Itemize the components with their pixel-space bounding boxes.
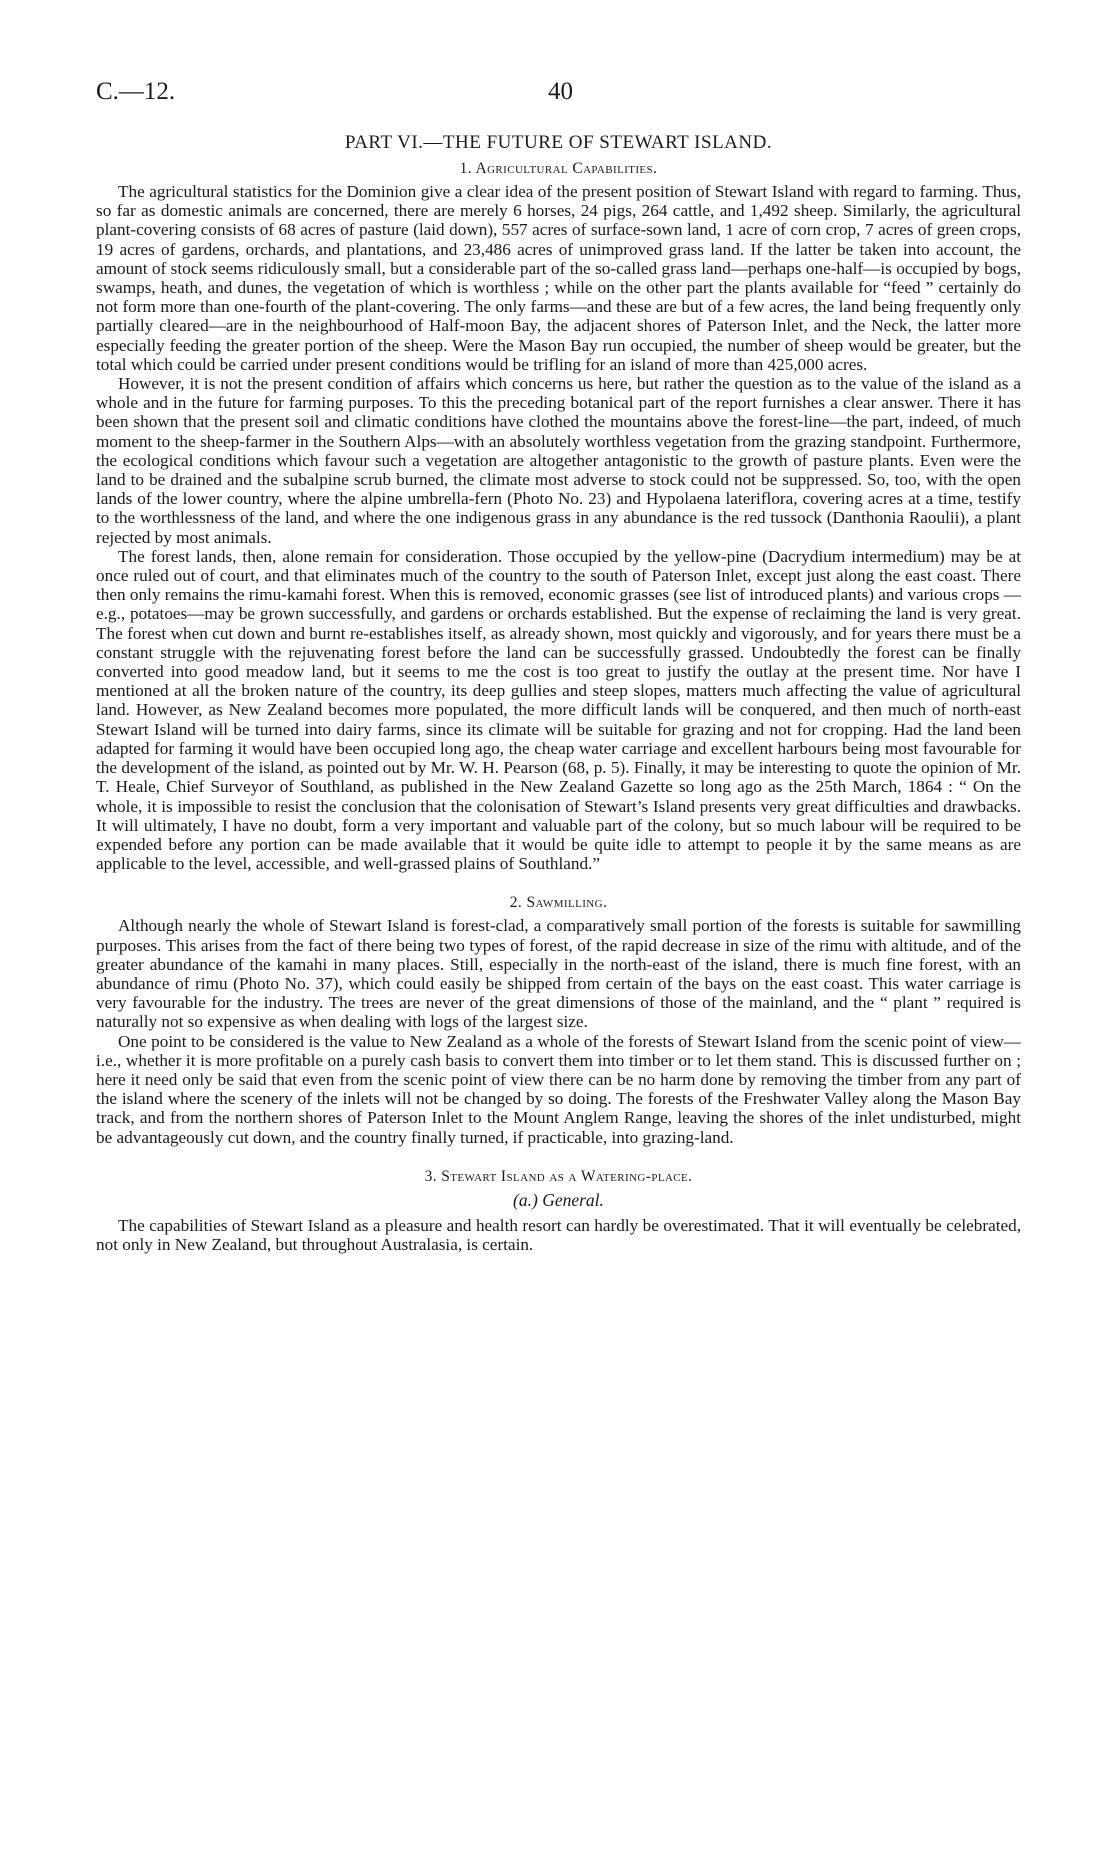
paragraph: However, it is not the present condition of affairs which concerns us here, but rather the question as to the value of the island as a whole and in the future for farming purposes. To this the preceding botanical part of the report furnishes a clear answer. There it has been shown that the present soil and climatic conditions have clothed the mountains above the forest-line—the part, indeed, of much moment to the sheep-farmer in the Southern Alps—with an absolutely worthless vegetation from the grazing standpoint. Furthermore, the ecological conditions which favour such a vegetation are altogether antagonistic to the growth of pasture plants. Even were the land to be drained and the subalpine scrub burned, the climate most adverse to stock could not be suppressed. So, too, with the open lands of the lower country, where the alpine umbrella-fern (Photo No. 23) and Hypolaena lateriflora, covering acres at a time, testify to the worthlessness of the land, and where the one indigenous grass in any abundance is the red tussock (Danthonia Raoulii), a plant rejected by most animals.	[96, 374, 1021, 547]
section-title: 2. Sawmilling.	[509, 894, 608, 912]
paragraph: The agricultural statistics for the Dominion give a clear idea of the present position of Stewart Island with regard to farming. Thus, so far as domestic animals are concerned, there are merely 6 horses, 24 pigs, 264 cattle, and 1,492 sheep. Similarly, the agricultural plant-covering consists of 68 acres of pasture (laid down), 557 acres of surface-sown land, 1 acre of corn crop, 7 acres of green crops, 19 acres of gardens, orchards, and plantations, and 23,486 acres of unimproved grass land. If the latter be taken into account, the amount of stock seems ridiculously small, but a considerable part of the so-called grass land—perhaps one-half—is occupied by bogs, swamps, heath, and dunes, the vegetation of which is worthless ; while on the other part the plants available for “feed ” certainly do not form more than one-fourth of the plant-covering. The only farms—and these are but of a few acres, the land being frequently only partially cleared—are in the neighbourhood of Half-moon Bay, the adjacent shores of Paterson Inlet, and the Neck, the latter more especially feeding the greater portion of the sheep. Were the Mason Bay run occupied, the number of sheep would be greater, but the total which could be carried under present conditions would be trifling for an island of more than 425,000 acres.	[96, 182, 1021, 374]
document-reference: C.—12.	[96, 78, 176, 105]
paragraph: Although nearly the whole of Stewart Island is forest-clad, a comparatively small portion of the forests is suitable for sawmilling purposes. This arises from the fact of there being two types of forest, of the rapid decrease in size of the rimu with altitude, and of the greater abundance of the kamahi in many places. Still, especially in the north-east of the island, there is much fine forest, with an abundance of rimu (Photo No. 37), which could easily be shipped from certain of the bays on the east coast. This water carriage is very favourable for the industry. The trees are never of the great dimensions of those of the mainland, and the “ plant ” required is naturally not so expensive as when dealing with logs of the largest size.	[96, 916, 1021, 1032]
section-title: 3. Stewart Island as a Watering-place.	[424, 1167, 693, 1185]
page-body	[96, 132, 1021, 1254]
page-header	[96, 78, 1018, 108]
section-agricultural-capabilities	[96, 159, 1021, 873]
page-number: 40	[548, 78, 573, 105]
section-watering-place	[96, 1167, 1021, 1254]
part-title: PART VI.—THE FUTURE OF STEWART ISLAND.	[344, 132, 773, 153]
section-title: 1. Agricultural Capabilities.	[459, 160, 658, 177]
section-sawmilling	[96, 893, 1021, 1146]
paragraph: One point to be considered is the value to New Zealand as a whole of the forests of Stewart Island from the scenic point of view—i.e., whether it is more profitable on a purely cash basis to convert them into timber or to let them stand. This is discussed further on ; here it need only be said that even from the scenic point of view there can be no harm done by removing the timber from any part of the island where the scenery of the inlets will not be changed by so doing. The forests of the Freshwater Valley along the Mason Bay track, and from the northern shores of Paterson Inlet to the Mount Anglem Range, leaving the shores of the inlet undisturbed, might be advantageously cut down, and the country finally turned, if practicable, into grazing-land.	[96, 1031, 1021, 1147]
subsection-title: (a.) General.	[513, 1189, 604, 1210]
paragraph: The capabilities of Stewart Island as a pleasure and health resort can hardly be overestimated. That it will eventually be celebrated, not only in New Zealand, but throughout Australasia, is certain.	[96, 1215, 1021, 1254]
paragraph: The forest lands, then, alone remain for consideration. Those occupied by the yellow-pine (Dacrydium intermedium) may be at once ruled out of court, and that eliminates much of the country to the south of Paterson Inlet, except just along the east coast. There then only remains the rimu-kamahi forest. When this is removed, economic grasses (see list of introduced plants) and various crops —e.g., potatoes—may be grown successfully, and gardens or orchards established. But the expense of reclaiming the land is very great. The forest when cut down and burnt re-establishes itself, as already shown, most quickly and vigorously, and for years there must be a constant struggle with the rejuvenating forest before the land can be successfully grassed. Undoubtedly the forest can be finally converted into good meadow land, but it seems to me the cost is too great to justify the outlay at the present time. Nor have I mentioned at all the broken nature of the country, its deep gullies and steep slopes, matters much affecting the value of agricultural land. However, as New Zealand becomes more populated, the more difficult lands will be conquered, and then much of north-east Stewart Island will be turned into dairy farms, since its climate will be suitable for grazing and not for cropping. Had the land been adapted for farming it would have been occupied long ago, the cheap water carriage and excellent harbours being most favourable for the development of the island, as pointed out by Mr. W. H. Pearson (68, p. 5). Finally, it may be interesting to quote the opinion of Mr. T. Heale, Chief Surveyor of Southland, as published in the New Zealand Gazette so long ago as the 25th March, 1864 : “ On the whole, it is impossible to resist the conclusion that the colonisation of Stewart’s Island presents very great difficulties and drawbacks. It will ultimately, I have no doubt, form a very important and valuable part of the colony, but so much labour will be required to be expended before any portion can be made available that it would be quite idle to attempt to people it by the same means as are applicable to the level, accessible, and well-grassed plains of Southland.”	[96, 546, 1021, 874]
